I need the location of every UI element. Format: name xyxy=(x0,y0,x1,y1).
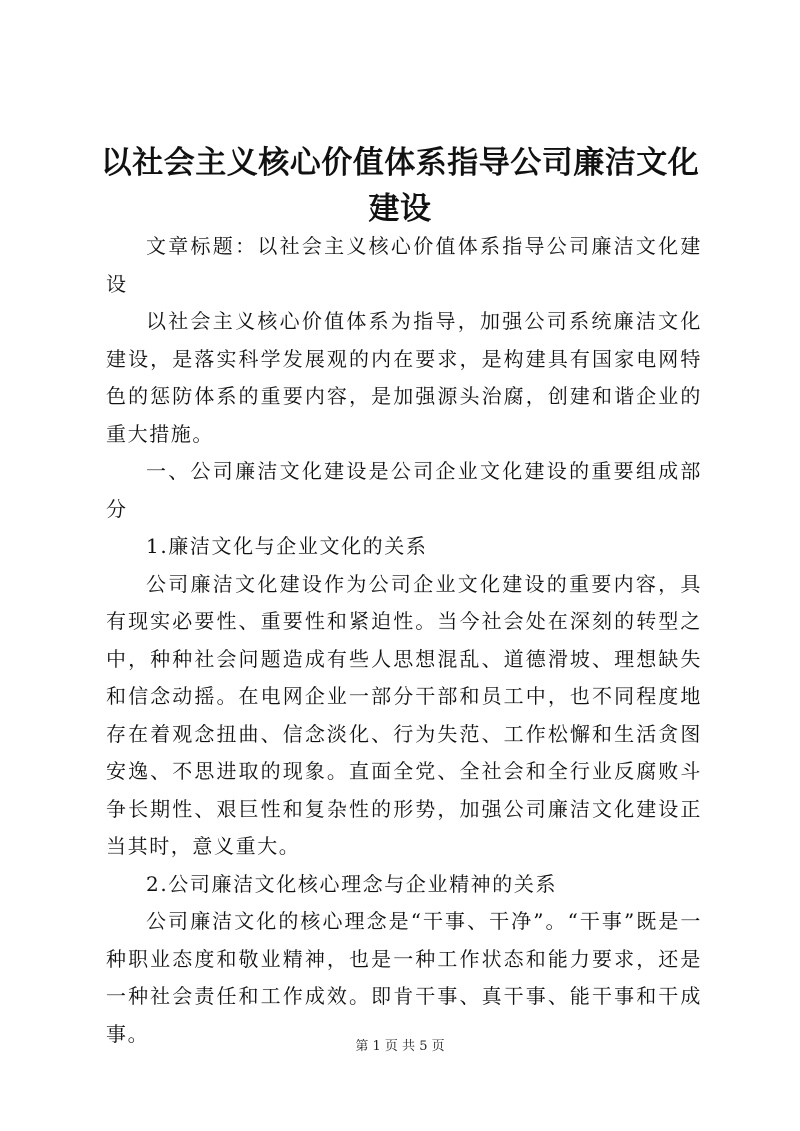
document-body xyxy=(106,228,702,1053)
paragraph-body-1: 公司廉洁文化建设作为公司企业文化建设的重要内容，具有现实必要性、重要性和紧迫性。当今社会处在深刻的转型之中，种种社会问题造成有些人思想混乱、道德滑坡、理想缺失和信念动摇。在电网企业一部分干部和员工中，也不同程度地存在着观念扭曲、信念淡化、行为失范、工作松懈和生活贪图安逸、不思进取的现象。直面全党、全社会和全行业反腐败斗争长期性、艰巨性和复杂性的形势，加强公司廉洁文化建设正当其时，意义重大。 xyxy=(106,571,702,858)
subsection-heading-1: 1.廉洁文化与企业文化的关系 xyxy=(146,534,428,558)
paragraph-article-heading: 文章标题：以社会主义核心价值体系指导公司廉洁文化建设 xyxy=(106,234,702,296)
paragraph-intro: 以社会主义核心价值体系为指导，加强公司系统廉洁文化建设，是落实科学发展观的内在要求，是构建具有国家电网特色的惩防体系的重要内容，是加强源头治腐，创建和谐企业的重大措施。 xyxy=(106,309,702,446)
section-heading-1: 一、公司廉洁文化建设是公司企业文化建设的重要组成部分 xyxy=(106,459,702,521)
subsection-heading-2: 2.公司廉洁文化核心理念与企业精神的关系 xyxy=(146,871,558,896)
document-title: 以社会主义核心价值体系指导公司廉洁文化建设 xyxy=(100,145,700,227)
page-number-footer: 第 1 页 共 5 页 xyxy=(355,1039,445,1054)
paragraph-body-2: 公司廉洁文化的核心理念是“干事、干净”。“干事”既是一种职业态度和敬业精神，也是一种工作状态和能力要求，还是一种社会责任和工作成效。即肯干事、真干事、能干事和干成事。 xyxy=(106,909,702,1046)
